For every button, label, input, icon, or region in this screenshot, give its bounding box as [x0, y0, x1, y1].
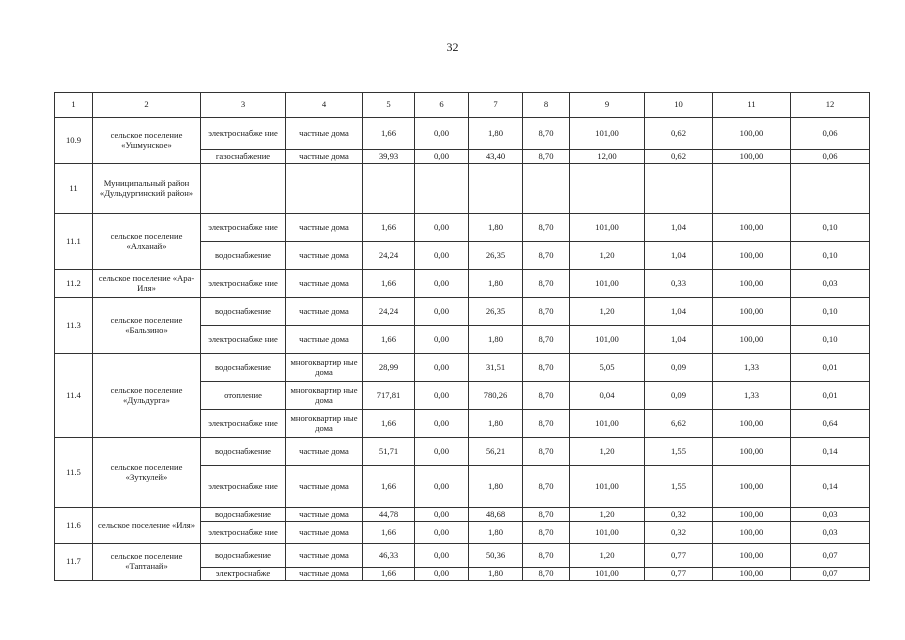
table-row	[55, 298, 870, 326]
value-col8-cell: 8,70	[523, 326, 570, 354]
page-number: 32	[446, 40, 459, 54]
value-col12-cell	[791, 164, 870, 214]
row-number-cell: 11.4	[55, 354, 93, 438]
value-col6-cell: 0,00	[415, 466, 469, 508]
value-col5-cell: 1,66	[363, 410, 415, 438]
value-col9-cell: 101,00	[570, 410, 645, 438]
resource-cell: водоснабжение	[201, 508, 286, 522]
value-col6-cell: 0,00	[415, 544, 469, 568]
value-col9-cell: 1,20	[570, 298, 645, 326]
table-row	[55, 438, 870, 466]
value-col8-cell: 8,70	[523, 242, 570, 270]
value-col12-cell: 0,06	[791, 150, 870, 164]
value-col7-cell: 31,51	[469, 354, 523, 382]
housing-type-cell: частные дома	[286, 568, 363, 581]
value-col9-cell: 5,05	[570, 354, 645, 382]
value-col6-cell: 0,00	[415, 214, 469, 242]
value-col12-cell: 0,07	[791, 544, 870, 568]
value-col11-cell: 100,00	[713, 214, 791, 242]
housing-type-cell	[286, 164, 363, 214]
value-col7-cell	[469, 164, 523, 214]
resource-cell: отопление	[201, 382, 286, 410]
column-number-4: 4	[286, 93, 363, 118]
column-number-7: 7	[469, 93, 523, 118]
value-col10-cell: 0,77	[645, 568, 713, 581]
column-number-8: 8	[523, 93, 570, 118]
value-col6-cell: 0,00	[415, 354, 469, 382]
value-col5-cell: 1,66	[363, 214, 415, 242]
value-col8-cell	[523, 164, 570, 214]
value-col9-cell: 101,00	[570, 466, 645, 508]
value-col12-cell: 0,01	[791, 354, 870, 382]
column-number-9: 9	[570, 93, 645, 118]
value-col12-cell: 0,03	[791, 508, 870, 522]
settlement-name-cell: сельское поселение «Таптанай»	[93, 544, 201, 581]
value-col7-cell: 1,80	[469, 270, 523, 298]
value-col11-cell: 1,33	[713, 382, 791, 410]
housing-type-cell: частные дома	[286, 214, 363, 242]
table-header-row	[55, 93, 870, 118]
value-col8-cell: 8,70	[523, 568, 570, 581]
column-number-12: 12	[791, 93, 870, 118]
value-col10-cell: 0,32	[645, 508, 713, 522]
row-number-cell: 10.9	[55, 118, 93, 164]
settlement-name-cell: сельское поселение «Ушмунское»	[93, 118, 201, 164]
value-col8-cell: 8,70	[523, 214, 570, 242]
value-col5-cell: 46,33	[363, 544, 415, 568]
value-col11-cell: 100,00	[713, 150, 791, 164]
value-col7-cell: 26,35	[469, 242, 523, 270]
housing-type-cell: частные дома	[286, 522, 363, 544]
resource-cell: электроснабже ние	[201, 522, 286, 544]
value-col11-cell: 100,00	[713, 270, 791, 298]
value-col7-cell: 1,80	[469, 326, 523, 354]
value-col7-cell: 43,40	[469, 150, 523, 164]
tariff-table	[54, 92, 870, 581]
value-col12-cell: 0,10	[791, 326, 870, 354]
value-col6-cell: 0,00	[415, 568, 469, 581]
value-col8-cell: 8,70	[523, 544, 570, 568]
value-col5-cell: 24,24	[363, 298, 415, 326]
value-col12-cell: 0,14	[791, 466, 870, 508]
settlement-name-cell: сельское поселение «Алханай»	[93, 214, 201, 270]
value-col9-cell: 101,00	[570, 270, 645, 298]
value-col5-cell: 39,93	[363, 150, 415, 164]
value-col5-cell: 24,24	[363, 242, 415, 270]
value-col7-cell: 48,68	[469, 508, 523, 522]
column-number-6: 6	[415, 93, 469, 118]
value-col6-cell: 0,00	[415, 118, 469, 150]
value-col8-cell: 8,70	[523, 438, 570, 466]
value-col7-cell: 780,26	[469, 382, 523, 410]
value-col7-cell: 26,35	[469, 298, 523, 326]
resource-cell: электроснабже ние	[201, 118, 286, 150]
value-col5-cell: 28,99	[363, 354, 415, 382]
value-col7-cell: 1,80	[469, 118, 523, 150]
value-col11-cell: 100,00	[713, 326, 791, 354]
value-col10-cell: 0,32	[645, 522, 713, 544]
value-col11-cell: 100,00	[713, 410, 791, 438]
value-col9-cell: 1,20	[570, 544, 645, 568]
value-col7-cell: 1,80	[469, 214, 523, 242]
value-col11-cell: 100,00	[713, 522, 791, 544]
value-col9-cell: 101,00	[570, 522, 645, 544]
value-col7-cell: 56,21	[469, 438, 523, 466]
value-col11-cell: 100,00	[713, 544, 791, 568]
housing-type-cell: частные дома	[286, 150, 363, 164]
resource-cell: электроснабже ние	[201, 466, 286, 508]
column-number-3: 3	[201, 93, 286, 118]
value-col9-cell: 0,04	[570, 382, 645, 410]
value-col7-cell: 1,80	[469, 410, 523, 438]
value-col11-cell: 100,00	[713, 568, 791, 581]
value-col12-cell: 0,06	[791, 118, 870, 150]
value-col10-cell: 1,55	[645, 438, 713, 466]
value-col9-cell: 1,20	[570, 242, 645, 270]
resource-cell: водоснабжение	[201, 242, 286, 270]
value-col12-cell: 0,03	[791, 270, 870, 298]
value-col11-cell: 100,00	[713, 438, 791, 466]
value-col6-cell: 0,00	[415, 150, 469, 164]
value-col10-cell: 1,04	[645, 326, 713, 354]
value-col6-cell	[415, 164, 469, 214]
value-col10-cell: 1,04	[645, 214, 713, 242]
resource-cell: водоснабжение	[201, 544, 286, 568]
value-col9-cell: 101,00	[570, 118, 645, 150]
table-row	[55, 270, 870, 298]
row-number-cell: 11	[55, 164, 93, 214]
housing-type-cell: частные дома	[286, 298, 363, 326]
housing-type-cell: многоквартир ные дома	[286, 410, 363, 438]
resource-cell	[201, 164, 286, 214]
value-col5-cell: 51,71	[363, 438, 415, 466]
value-col12-cell: 0,14	[791, 438, 870, 466]
value-col5-cell: 1,66	[363, 522, 415, 544]
housing-type-cell: частные дома	[286, 118, 363, 150]
value-col6-cell: 0,00	[415, 242, 469, 270]
housing-type-cell: многоквартир ные дома	[286, 354, 363, 382]
value-col9-cell: 1,20	[570, 508, 645, 522]
row-number-cell: 11.6	[55, 508, 93, 544]
value-col7-cell: 1,80	[469, 466, 523, 508]
value-col6-cell: 0,00	[415, 326, 469, 354]
value-col5-cell: 717,81	[363, 382, 415, 410]
value-col6-cell: 0,00	[415, 438, 469, 466]
table-row	[55, 214, 870, 242]
resource-cell: водоснабжение	[201, 354, 286, 382]
value-col12-cell: 0,07	[791, 568, 870, 581]
value-col7-cell: 50,36	[469, 544, 523, 568]
value-col6-cell: 0,00	[415, 410, 469, 438]
column-number-1: 1	[55, 93, 93, 118]
value-col5-cell	[363, 164, 415, 214]
value-col7-cell: 1,80	[469, 568, 523, 581]
value-col5-cell: 1,66	[363, 270, 415, 298]
value-col8-cell: 8,70	[523, 410, 570, 438]
value-col10-cell	[645, 164, 713, 214]
resource-cell: электроснабже ние	[201, 270, 286, 298]
value-col9-cell: 1,20	[570, 438, 645, 466]
value-col10-cell: 0,33	[645, 270, 713, 298]
row-number-cell: 11.7	[55, 544, 93, 581]
value-col5-cell: 1,66	[363, 118, 415, 150]
settlement-name-cell: сельское поселение «Зуткулей»	[93, 438, 201, 508]
row-number-cell: 11.3	[55, 298, 93, 354]
value-col12-cell: 0,10	[791, 242, 870, 270]
column-number-10: 10	[645, 93, 713, 118]
table-row	[55, 118, 870, 150]
settlement-name-cell: сельское поселение «Дульдурга»	[93, 354, 201, 438]
housing-type-cell: частные дома	[286, 508, 363, 522]
housing-type-cell: частные дома	[286, 466, 363, 508]
value-col6-cell: 0,00	[415, 522, 469, 544]
table-row	[55, 354, 870, 382]
value-col10-cell: 0,09	[645, 354, 713, 382]
value-col8-cell: 8,70	[523, 150, 570, 164]
housing-type-cell: частные дома	[286, 438, 363, 466]
value-col10-cell: 1,04	[645, 298, 713, 326]
value-col11-cell: 100,00	[713, 466, 791, 508]
value-col9-cell: 101,00	[570, 214, 645, 242]
value-col7-cell: 1,80	[469, 522, 523, 544]
value-col8-cell: 8,70	[523, 382, 570, 410]
table-row	[55, 164, 870, 214]
value-col6-cell: 0,00	[415, 298, 469, 326]
resource-cell: электроснабже ние	[201, 410, 286, 438]
column-number-2: 2	[93, 93, 201, 118]
value-col5-cell: 1,66	[363, 326, 415, 354]
value-col10-cell: 0,62	[645, 118, 713, 150]
resource-cell: водоснабжение	[201, 438, 286, 466]
value-col10-cell: 1,55	[645, 466, 713, 508]
settlement-name-cell: Муниципальный район «Дульдургинский район»	[93, 164, 201, 214]
settlement-name-cell: сельское поселение «Бальзино»	[93, 298, 201, 354]
settlement-name-cell: сельское поселение «Ара-Иля»	[93, 270, 201, 298]
value-col11-cell: 100,00	[713, 118, 791, 150]
value-col8-cell: 8,70	[523, 522, 570, 544]
value-col9-cell: 12,00	[570, 150, 645, 164]
value-col12-cell: 0,03	[791, 522, 870, 544]
value-col12-cell: 0,10	[791, 214, 870, 242]
value-col10-cell: 0,09	[645, 382, 713, 410]
resource-cell: газоснабжение	[201, 150, 286, 164]
housing-type-cell: частные дома	[286, 242, 363, 270]
value-col10-cell: 1,04	[645, 242, 713, 270]
value-col11-cell: 100,00	[713, 242, 791, 270]
row-number-cell: 11.5	[55, 438, 93, 508]
value-col8-cell: 8,70	[523, 298, 570, 326]
value-col9-cell: 101,00	[570, 326, 645, 354]
value-col12-cell: 0,64	[791, 410, 870, 438]
housing-type-cell: многоквартир ные дома	[286, 382, 363, 410]
value-col5-cell: 1,66	[363, 466, 415, 508]
value-col10-cell: 0,62	[645, 150, 713, 164]
value-col6-cell: 0,00	[415, 508, 469, 522]
value-col8-cell: 8,70	[523, 270, 570, 298]
value-col9-cell	[570, 164, 645, 214]
table-row	[55, 544, 870, 568]
column-number-5: 5	[363, 93, 415, 118]
row-number-cell: 11.1	[55, 214, 93, 270]
housing-type-cell: частные дома	[286, 270, 363, 298]
value-col12-cell: 0,10	[791, 298, 870, 326]
resource-cell: электроснабже ние	[201, 326, 286, 354]
housing-type-cell: частные дома	[286, 544, 363, 568]
settlement-name-cell: сельское поселение «Иля»	[93, 508, 201, 544]
value-col6-cell: 0,00	[415, 270, 469, 298]
resource-cell: электроснабже ние	[201, 214, 286, 242]
value-col5-cell: 44,78	[363, 508, 415, 522]
value-col12-cell: 0,01	[791, 382, 870, 410]
value-col11-cell: 100,00	[713, 508, 791, 522]
value-col10-cell: 0,77	[645, 544, 713, 568]
value-col8-cell: 8,70	[523, 354, 570, 382]
value-col10-cell: 6,62	[645, 410, 713, 438]
value-col11-cell	[713, 164, 791, 214]
value-col11-cell: 1,33	[713, 354, 791, 382]
value-col8-cell: 8,70	[523, 466, 570, 508]
resource-cell: электроснабже	[201, 568, 286, 581]
value-col6-cell: 0,00	[415, 382, 469, 410]
value-col8-cell: 8,70	[523, 508, 570, 522]
column-number-11: 11	[713, 93, 791, 118]
resource-cell: водоснабжение	[201, 298, 286, 326]
row-number-cell: 11.2	[55, 270, 93, 298]
housing-type-cell: частные дома	[286, 326, 363, 354]
value-col9-cell: 101,00	[570, 568, 645, 581]
value-col11-cell: 100,00	[713, 298, 791, 326]
value-col5-cell: 1,66	[363, 568, 415, 581]
value-col8-cell: 8,70	[523, 118, 570, 150]
table-row	[55, 508, 870, 522]
